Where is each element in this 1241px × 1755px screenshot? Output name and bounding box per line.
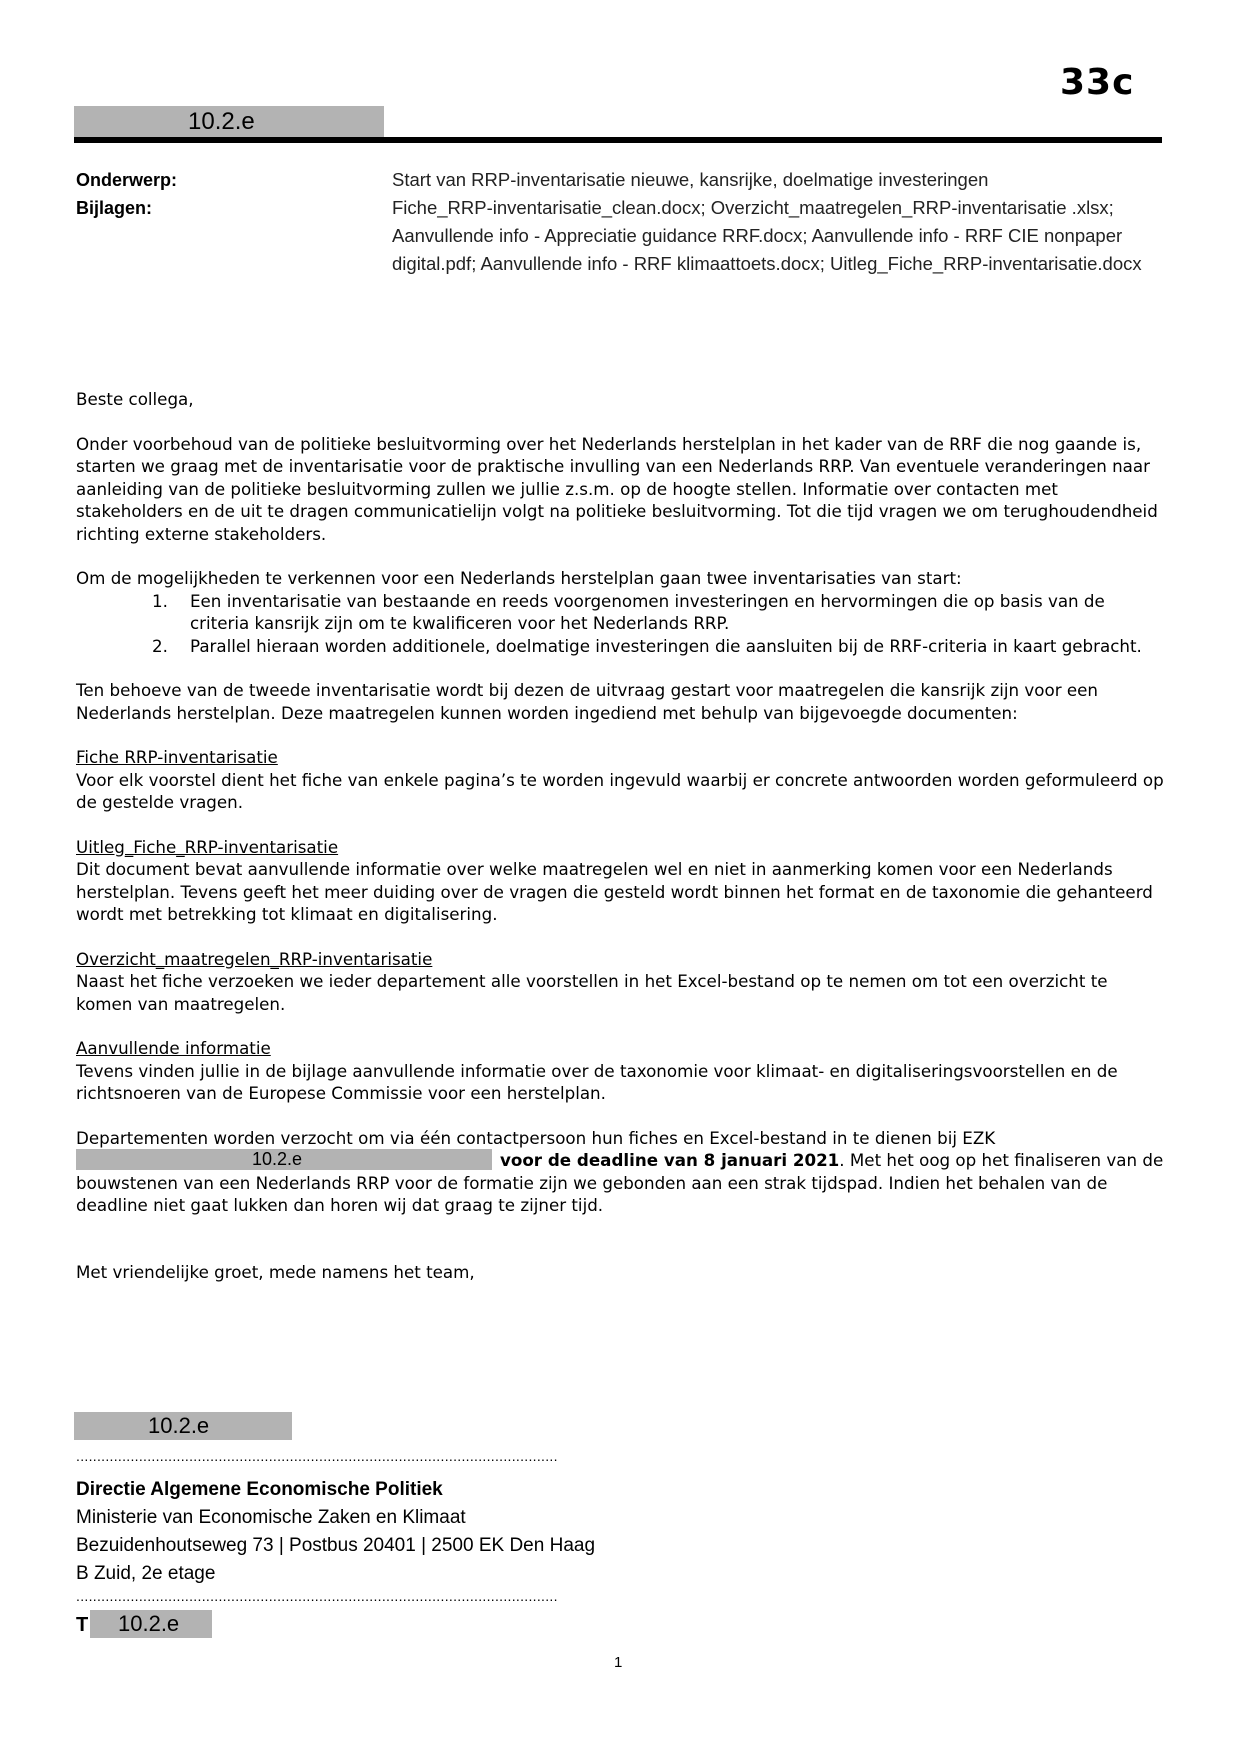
deadline-text-start: Departementen worden verzocht om via één contactpersoon hun fiches en Excel-bestand in te dienen bij EZK <box>76 1127 996 1148</box>
directorate: Directie Algemene Economische Politiek <box>76 1479 443 1500</box>
separator-dots: ................................................................................................................... <box>76 1588 558 1604</box>
redaction-code: 10.2.e <box>188 108 255 135</box>
redaction-code: 10.2.e <box>118 1611 180 1636</box>
list-number: 2. <box>152 635 168 656</box>
section-heading: Fiche RRP-inventarisatie <box>76 747 278 767</box>
redaction-box-phone <box>90 1610 212 1638</box>
section-heading: Overzicht_maatregelen_RRP-inventarisatie <box>76 948 433 969</box>
section-text: Voor elk voorstel dient het fiche van enkele pagina’s te worden ingevuld waarbij er concrete antwoorden worden geformuleerd op de gestelde vragen. <box>76 769 1164 812</box>
list-item <box>76 635 1166 658</box>
deadline-text-end: . Met het oog op het finaliseren van de bouwstenen van een Nederlands RRP voor de formatie zijn we gebonden aan een strak tijdspad. Indien het behalen van de deadline niet gaat lukken dan horen wij dat graag te zijner tijd. <box>76 1150 1164 1215</box>
signature-block <box>76 1476 595 1588</box>
header-rule <box>74 137 1162 143</box>
section-text: Naast het fiche verzoeken we ieder departement alle voorstellen in het Excel-bestand op te nemen om tot een overzicht te komen van maatregelen. <box>76 971 1108 1014</box>
list-text: Een inventarisatie van bestaande en reeds voorgenomen investeringen en hervormingen die op basis van de criteria kansrijk zijn om te kwalificeren voor het Nederlands RRP. <box>190 590 1105 633</box>
paragraph-inventories: Om de mogelijkheden te verkennen voor een Nederlands herstelplan gaan twee inventarisaties van start: <box>76 568 962 588</box>
paragraph-deadline <box>76 1127 1166 1217</box>
email-body <box>76 388 1166 1283</box>
section-text: Tevens vinden jullie in de bijlage aanvullende informatie over de taxonomie voor klimaat- en digitaliseringsvoorstellen en de richtsnoeren van de Europese Commissie voor een herstelplan. <box>76 1060 1118 1103</box>
redaction-box-signature <box>74 1412 292 1440</box>
floor: B Zuid, 2e etage <box>76 1563 216 1584</box>
greeting: Beste collega, <box>76 389 194 409</box>
list-item <box>76 590 1166 635</box>
redaction-box-inline <box>76 1149 492 1170</box>
address: Bezuidenhoutseweg 73 | Postbus 20401 | 2500 EK Den Haag <box>76 1535 596 1556</box>
separator-dots: ................................................................................................................... <box>76 1448 558 1464</box>
section-text: Dit document bevat aanvullende informatie over welke maatregelen wel en niet in aanmerking komen voor een Nederlands herstelplan. Tevens geeft het meer duiding over de vragen die gesteld wordt binnen het format en de taxonomie die gehanteerd wordt met betrekking tot klimaat en digitalisering. <box>76 859 1153 924</box>
attachments-label: Bijlagen: <box>76 198 153 218</box>
paragraph-intro: Onder voorbehoud van de politieke besluitvorming over het Nederlands herstelplan in het kader van de RRF die nog gaande is, starten we graag met de inventarisatie voor de praktische invulling van een Nederlands RRP. Van eventuele veranderingen naar aanleiding van de politieke besluitvorming zullen we jullie z.s.m. op de hoogte stellen. Informatie over contacten met stakeholders en de uit te dragen communicatielijn volgt na politieke besluitvorming. Tot die tijd vragen we om terughoudendheid richting externe stakeholders. <box>76 433 1158 544</box>
deadline-date: voor de deadline van 8 januari 2021 <box>500 1150 840 1170</box>
subject-value: Start van RRP-inventarisatie nieuwe, kansrijke, doelmatige investeringen <box>392 169 989 190</box>
list-number: 1. <box>152 590 168 611</box>
ministry: Ministerie van Economische Zaken en Klimaat <box>76 1507 466 1528</box>
closing: Met vriendelijke groet, mede namens het team, <box>76 1261 475 1282</box>
page-number: 1 <box>614 1654 623 1671</box>
subject-label: Onderwerp: <box>76 170 178 190</box>
redaction-box-header <box>74 106 384 138</box>
redaction-code: 10.2.e <box>148 1413 210 1438</box>
list-text: Parallel hieraan worden additionele, doelmatige investeringen die aansluiten bij de RRF-criteria in kaart gebracht. <box>190 635 1142 656</box>
section-heading: Uitleg_Fiche_RRP-inventarisatie <box>76 836 339 857</box>
attachments-value: Fiche_RRP-inventarisatie_clean.docx; Overzicht_maatregelen_RRP-inventarisatie .xlsx; Aanvullende info - Appreciatie guidance RRF.docx; Aanvullende info - RRF CIE nonpaper digital.pdf; Aanvullende info - RRF klimaattoets.docx; Uitleg_Fiche_RRP-inventarisatie.docx <box>392 197 1142 274</box>
paragraph-request: Ten behoeve van de tweede inventarisatie wordt bij dezen de uitvraag gestart voor maatregelen die kansrijk zijn voor een Nederlands herstelplan. Deze maatregelen kunnen worden ingediend met behulp van bijgevoegde documenten: <box>76 680 1098 723</box>
document-id: 33c <box>1060 62 1135 103</box>
redaction-code: 10.2.e <box>252 1149 303 1169</box>
section-heading: Aanvullende informatie <box>76 1038 271 1058</box>
phone-label: T <box>76 1614 89 1636</box>
